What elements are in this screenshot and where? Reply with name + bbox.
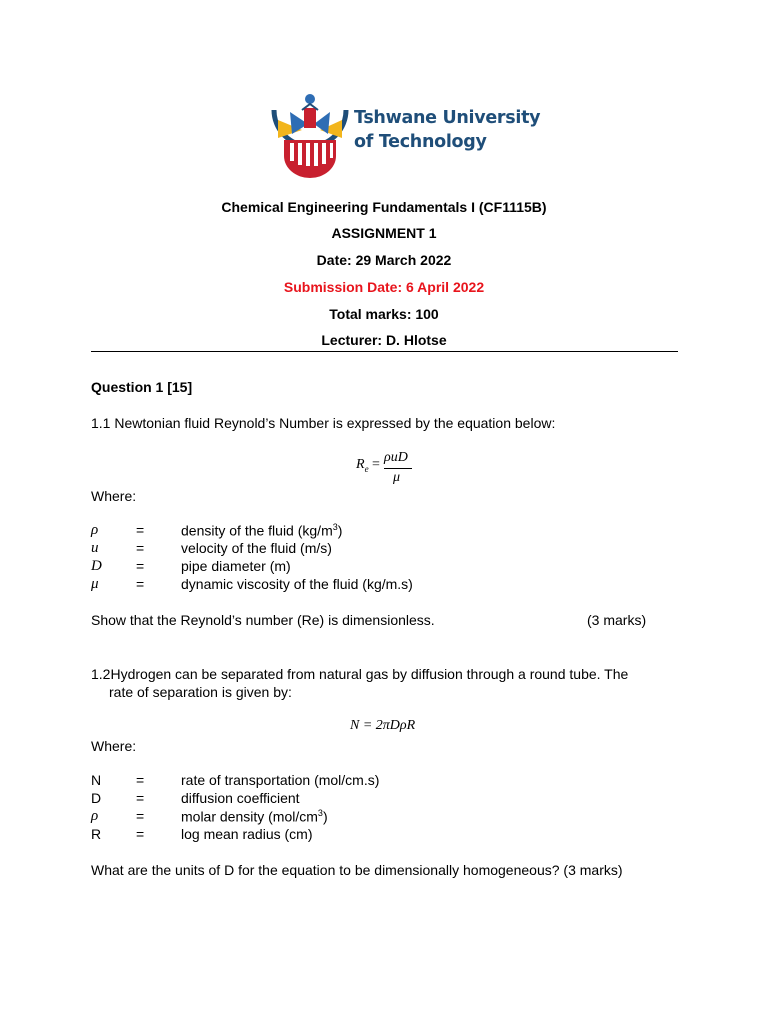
def-symbol: ρ bbox=[91, 522, 99, 538]
equation-lhs: $R_e$ bbox=[356, 457, 369, 474]
question-text: Newtonian fluid Reynold’s Number is expressed by the equation below: bbox=[114, 415, 556, 431]
def-equals: = bbox=[136, 826, 145, 842]
university-emblem-icon bbox=[268, 90, 352, 186]
logo-line-2: of Technology bbox=[354, 132, 487, 152]
def-description: density of the fluid $(kg/m^3)$ bbox=[181, 522, 343, 539]
def-equals: = bbox=[136, 772, 145, 788]
course-title: Chemical Engineering Fundamentals I (CF1115B) bbox=[221, 199, 547, 215]
where-label-1: Where: bbox=[91, 488, 137, 504]
def-symbol: D bbox=[91, 558, 102, 574]
question-1-1-task: Show that the Reynold’s number (Re) is dimensionless. bbox=[91, 612, 435, 628]
def-description: rate of transportation (mol/cm.s) bbox=[181, 772, 380, 788]
equation-denominator: μ bbox=[393, 470, 401, 485]
equation-equals: = bbox=[372, 457, 380, 472]
assignment-title: ASSIGNMENT 1 bbox=[331, 225, 437, 241]
def-equals: = bbox=[136, 522, 145, 538]
def-equals: = bbox=[136, 558, 145, 574]
submission-date: Submission Date: 6 April 2022 bbox=[283, 279, 485, 295]
equation-numerator: ρuD bbox=[384, 450, 408, 465]
total-marks: Total marks: 100 bbox=[329, 306, 439, 322]
def-symbol: N bbox=[91, 772, 102, 788]
question-number: 1.2 bbox=[91, 666, 111, 682]
diffusion-equation: N = 2πDρR bbox=[350, 718, 416, 733]
def-symbol: D bbox=[91, 790, 102, 806]
fraction-bar bbox=[384, 468, 412, 469]
def-description: molar density $(mol/cm^3)$ bbox=[181, 808, 328, 825]
def-description: log mean radius (cm) bbox=[181, 826, 313, 842]
question-number: 1.1 bbox=[91, 415, 111, 431]
logo-line-1: Tshwane University bbox=[354, 108, 541, 128]
def-equals: = bbox=[136, 808, 145, 824]
question-text: Hydrogen can be separated from natural gas by diffusion through a round tube. The bbox=[110, 666, 629, 682]
question-1-2-prompt-cont: rate of separation is given by: bbox=[109, 684, 292, 700]
def-symbol: ρ bbox=[91, 808, 99, 824]
def-symbol: μ bbox=[91, 576, 99, 592]
def-description: pipe diameter (m) bbox=[181, 558, 291, 574]
lecturer: Lecturer: D. Hlotse bbox=[321, 332, 447, 348]
question-1-1-prompt bbox=[91, 415, 555, 431]
question-1-title: Question 1 [15] bbox=[91, 379, 193, 395]
def-description: diffusion coefficient bbox=[181, 790, 300, 806]
def-symbol: u bbox=[91, 540, 99, 556]
assignment-date: Date: 29 March 2022 bbox=[316, 252, 452, 268]
where-label-2: Where: bbox=[91, 738, 137, 754]
def-symbol: R bbox=[91, 826, 102, 842]
university-logo bbox=[268, 90, 541, 186]
question-1-2-task: What are the units of D for the equation to be dimensionally homogeneous? (3 marks) bbox=[91, 862, 623, 878]
question-1-2-prompt bbox=[91, 666, 628, 682]
def-equals: = bbox=[136, 540, 145, 556]
reynolds-equation bbox=[356, 450, 436, 490]
def-equals: = bbox=[136, 790, 145, 806]
header-divider bbox=[91, 351, 678, 352]
def-equals: = bbox=[136, 576, 145, 592]
def-description: velocity of the fluid (m/s) bbox=[181, 540, 332, 556]
question-1-1-marks: (3 marks) bbox=[587, 612, 647, 628]
def-description: dynamic viscosity of the fluid (kg/m.s) bbox=[181, 576, 413, 592]
